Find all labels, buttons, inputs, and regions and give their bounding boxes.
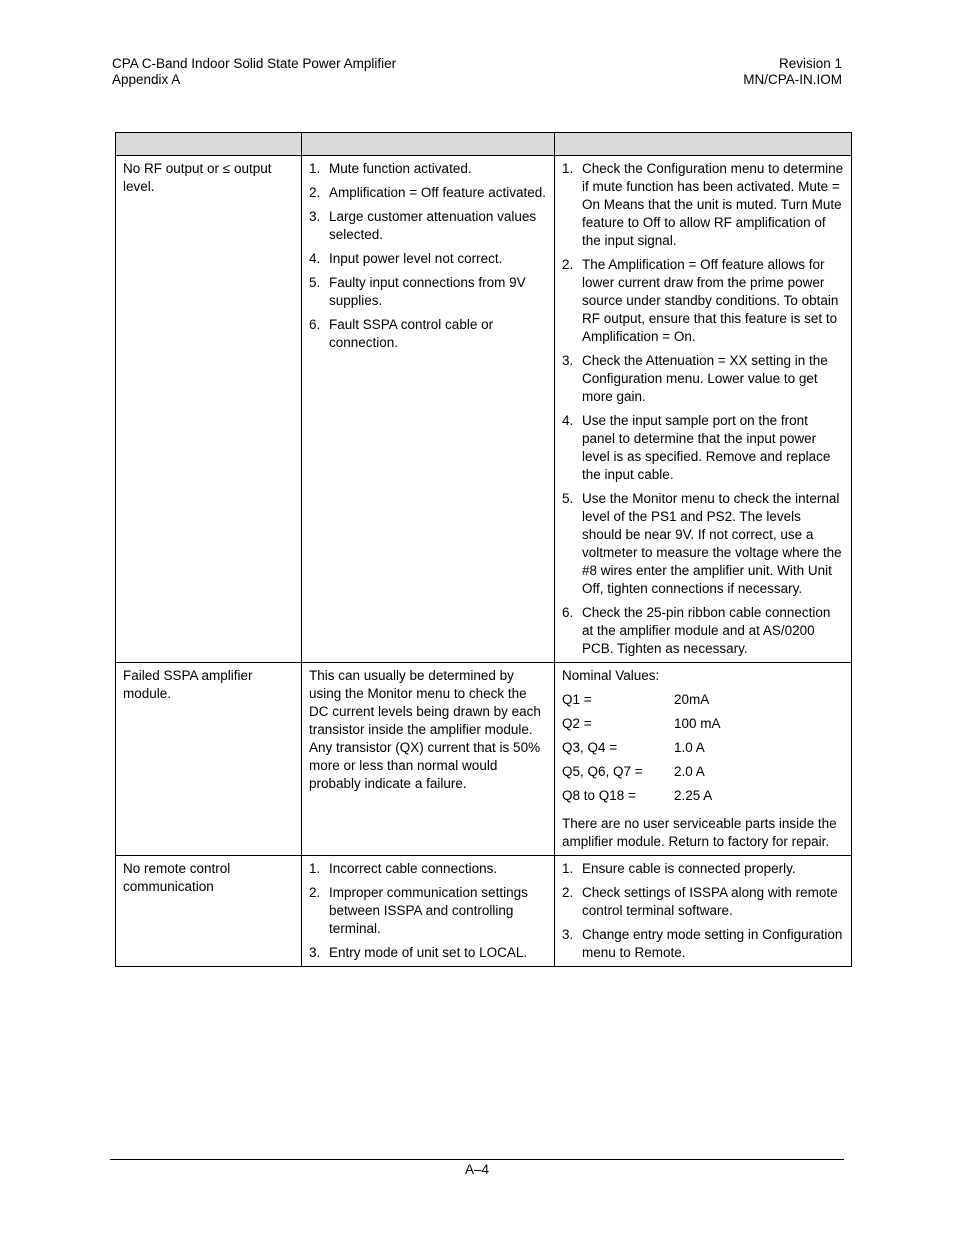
actions-list bbox=[562, 160, 844, 658]
causes-cell bbox=[302, 156, 555, 663]
list-item: 3. Large customer attenuation values selected. bbox=[309, 209, 537, 242]
list-item: 2. Improper communication settings between ISSPA and controlling terminal. bbox=[309, 885, 528, 936]
list-item: 1. Incorrect cable connections. bbox=[309, 861, 498, 876]
list-item: 2. Check settings of ISSPA along with remote control terminal software. bbox=[562, 885, 838, 918]
symptom-cell: No remote control communication bbox=[116, 856, 302, 967]
list-item: 5. Faulty input connections from 9V supplies. bbox=[309, 275, 526, 308]
nominal-value-row: Q1 = 20mA bbox=[562, 692, 710, 707]
list-item: 1. Check the Configuration menu to determine if mute function has been activated. Mute = On Means that the unit is muted. Turn Mute feature to Off to allow RF amplification of the input signal. bbox=[562, 161, 844, 248]
causes-list bbox=[309, 160, 547, 352]
table-header-row bbox=[116, 133, 852, 156]
list-item: 6. Check the 25-pin ribbon cable connection at the amplifier module and at AS/0200 PCB. Tighten as necessary. bbox=[562, 605, 831, 656]
header-cell-symptom bbox=[116, 133, 302, 156]
table-row bbox=[116, 856, 852, 967]
nominal-value-row: Q5, Q6, Q7 = 2.0 A bbox=[562, 764, 705, 779]
footer-divider bbox=[110, 1159, 844, 1160]
header-left bbox=[112, 56, 396, 88]
list-item: 4. Use the input sample port on the front panel to determine that the input power level is as specified. Remove and replace the input cable. bbox=[562, 413, 831, 482]
actions-cell bbox=[555, 856, 852, 967]
revision-label: Revision 1 bbox=[778, 56, 842, 71]
troubleshooting-table bbox=[115, 132, 852, 967]
nominal-value-row: Q3, Q4 = 1.0 A bbox=[562, 740, 705, 755]
list-item: 3. Entry mode of unit set to LOCAL. bbox=[309, 945, 528, 960]
table-row bbox=[116, 156, 852, 663]
list-item: 4. Input power level not correct. bbox=[309, 251, 503, 266]
symptom-cell: No RF output or ≤ output level. bbox=[116, 156, 302, 663]
causes-cell bbox=[302, 856, 555, 967]
document-title: CPA C-Band Indoor Solid State Power Amplifier bbox=[112, 56, 397, 71]
nominal-value-row: Q8 to Q18 = 2.25 A bbox=[562, 788, 713, 803]
nominal-note: There are no user serviceable parts inside the amplifier module. Return to factory for repair. bbox=[562, 816, 837, 849]
list-item: 2. Amplification = Off feature activated. bbox=[309, 185, 546, 200]
page-number: A–4 bbox=[464, 1162, 490, 1177]
list-item: 1. Ensure cable is connected properly. bbox=[562, 861, 796, 876]
causes-list bbox=[309, 860, 547, 962]
document-section: Appendix A bbox=[112, 72, 181, 87]
list-item: 3. Change entry mode setting in Configuration menu to Remote. bbox=[562, 927, 843, 960]
table-row bbox=[116, 663, 852, 856]
actions-cell bbox=[555, 156, 852, 663]
nominal-value-row: Q2 = 100 mA bbox=[562, 716, 721, 731]
header-cell-cause bbox=[302, 133, 555, 156]
list-item: 2. The Amplification = Off feature allows for lower current draw from the prime power source under standby conditions. To obtain RF output, ensure that this feature is set to Amplification = On. bbox=[562, 257, 839, 344]
header-right bbox=[743, 56, 842, 88]
causes-cell: This can usually be determined by using the Monitor menu to check the DC current levels being drawn by each transistor inside the amplifier module. Any transistor (QX) current that is 50% more or less than normal would probably indicate a failure. bbox=[302, 663, 555, 856]
header-cell-action bbox=[555, 133, 852, 156]
list-item: 3. Check the Attenuation = XX setting in the Configuration menu. Lower value to get more gain. bbox=[562, 353, 828, 404]
list-item: 6. Fault SSPA control cable or connection. bbox=[309, 317, 494, 350]
symptom-cell: Failed SSPA amplifier module. bbox=[116, 663, 302, 856]
list-item: 5. Use the Monitor menu to check the internal level of the PS1 and PS2. The levels should be near 9V. If not correct, use a voltmeter to measure the voltage where the #8 wires enter the amplifier unit. With Unit Off, tighten connections if necessary. bbox=[562, 491, 842, 596]
document-id: MN/CPA-IN.IOM bbox=[743, 72, 842, 87]
actions-list bbox=[562, 860, 844, 962]
nominal-values-title: Nominal Values: bbox=[562, 668, 660, 683]
list-item: 1. Mute function activated. bbox=[309, 161, 472, 176]
actions-cell bbox=[555, 663, 852, 856]
